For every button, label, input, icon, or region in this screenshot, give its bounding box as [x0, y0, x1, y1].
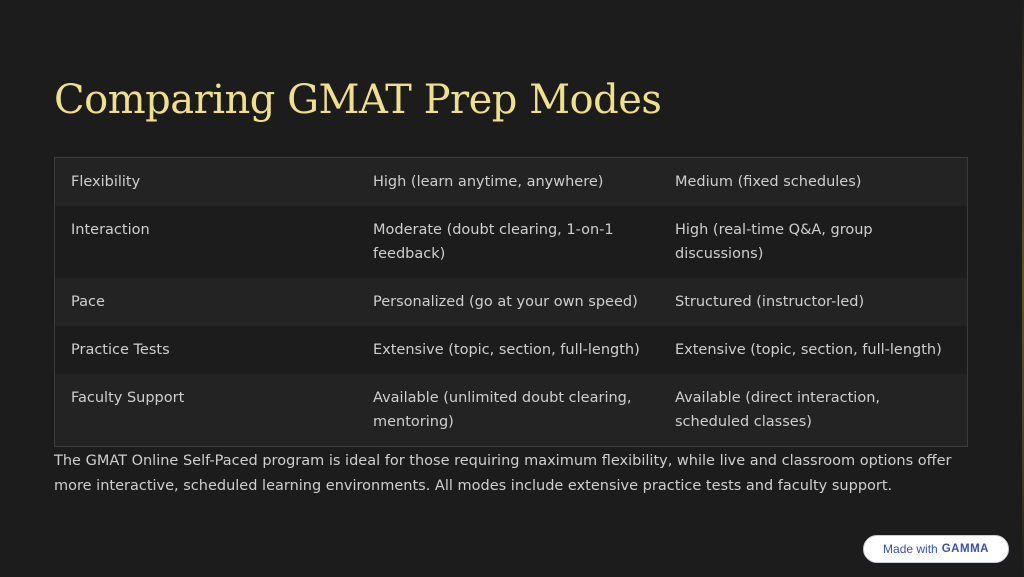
live-cell: High (real-time Q&A, group discussions) [675, 222, 873, 262]
badge-prefix: Made with [883, 542, 938, 556]
self-paced-cell: Personalized (go at your own speed) [373, 294, 638, 310]
table-row [55, 158, 967, 206]
page-title: Comparing GMAT Prep Modes [54, 77, 662, 123]
table-row [55, 278, 967, 326]
summary-text: The GMAT Online Self-Paced program is ideal for those requiring maximum flexibility, while live and classroom options offer more interactive, scheduled learning environments. All modes include extensive practice tests and faculty support. [54, 453, 952, 494]
self-paced-cell: Available (unlimited doubt clearing, mentoring) [373, 390, 632, 430]
self-paced-cell: High (learn anytime, anywhere) [373, 174, 604, 190]
feature-cell: Pace [71, 294, 105, 310]
feature-cell: Flexibility [71, 174, 141, 190]
table-row [55, 326, 967, 374]
table-row [55, 374, 967, 446]
made-with-gamma-badge[interactable] [863, 535, 1009, 563]
comparison-table [54, 157, 968, 447]
live-cell: Available (direct interaction, scheduled classes) [675, 390, 880, 430]
feature-cell: Practice Tests [71, 342, 170, 358]
table-row [55, 206, 967, 278]
self-paced-cell: Extensive (topic, section, full-length) [373, 342, 640, 358]
self-paced-cell: Moderate (doubt clearing, 1-on-1 feedback) [373, 222, 614, 262]
gamma-logo: GAMMA [941, 543, 989, 555]
feature-cell: Interaction [71, 222, 150, 238]
live-cell: Structured (instructor-led) [675, 294, 865, 310]
live-cell: Extensive (topic, section, full-length) [675, 342, 942, 358]
feature-cell: Faculty Support [71, 390, 185, 406]
live-cell: Medium (fixed schedules) [675, 174, 862, 190]
